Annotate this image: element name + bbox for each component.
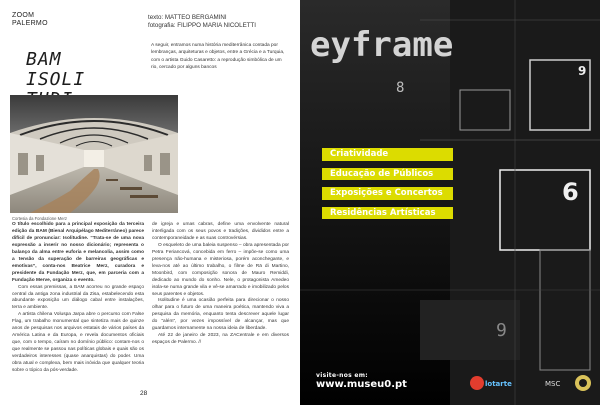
- logo-a-text: lotarte: [485, 380, 512, 388]
- program-list: [322, 148, 453, 226]
- logo-b-text: MSC: [545, 380, 561, 388]
- visit-url[interactable]: www.museu0.pt: [316, 379, 407, 390]
- section-label-line-1: ZOOM: [12, 12, 35, 19]
- paragraph: Até 22 de janeiro de 2023, na ZACentrale e em diversos espaços de Palermo. //: [152, 333, 289, 346]
- paragraph: de igreja e umas cabras, define uma envolvente natural interligada com os seus povos e tradições, divididos entre a contemporaneidade e as suas controvérsias.: [152, 222, 289, 241]
- body-column-1: [12, 222, 144, 375]
- program-item-exhibitions-concerts: Exposições e Concertos: [322, 187, 453, 200]
- logo-red-mark: [470, 376, 484, 390]
- paragraph: Isolitudine é uma ocasião perfeita para direcionar o nosso olhar para o futuro de uma maneira poética, mantendo viva a pesquisa da memória, enquanto tenta descrever aquele lugar do “além”, por vezes impossível de alcançar, mas que guardamos internamente na nossa ideia de liberdade.: [152, 298, 289, 332]
- exhibition-photo: [10, 95, 178, 213]
- section-label: [12, 12, 48, 28]
- body-column-2: [152, 222, 289, 347]
- paragraph: A artista chilena Voluspa Jarpa abre o percurso com False Flag, um trabalho monumental que sintetiza mais de quinze anos de pesquisas nos arquivos estatais de vários países da América Latina e da Europa, e revela documentos oficiais que, com o tempo, caíram no domínio público: contam-nos o que realmente se passou nas políticas globais e quais são os verdadeiros interesses (quase anarquistas) do poder. Uma obra atual e complexa, bem mais inóvida que qualquer teoria sobre o tópico da pós-verdade.: [12, 312, 144, 374]
- bg-glyph-9b: 9: [496, 320, 507, 341]
- article-credits: [148, 14, 256, 30]
- bg-keyframe-text: eyframe: [310, 25, 454, 65]
- section-label-line-2: PALERMO: [12, 20, 48, 27]
- visit-block: [316, 372, 407, 391]
- title-line-1: BAM: [26, 49, 62, 70]
- program-item-audience-education: Educação de Públicos: [322, 168, 453, 181]
- paragraph: Com essas premissas, a BAM acorreu no grande espaço central da antiga zona industrial da Zisa, estabelecendo esta abundante exposição um diálogo cabal entre instalações, terra e ambiente.: [12, 284, 144, 311]
- logo-circle-inner: [579, 379, 587, 387]
- photo-caption: Cortesia da Fondazione Merz: [12, 216, 67, 221]
- intro-paragraph: A seguir, entramos numa história mediterrânica contada por lembranças, arquiteturas e objetos, entre a Grécia e a Turquia, com o artista Guido Casaretto: a reprodução simbólica de um rio, cercado por alguns bancos: [151, 43, 285, 70]
- photo-author: fotografia: FILIPPO MARIA NICOLETTI: [148, 22, 256, 29]
- visit-label: visite-nos em:: [316, 372, 368, 379]
- page-number: 28: [140, 390, 148, 397]
- title-line-2: ISOLI: [26, 69, 86, 90]
- program-item-creativity: Criatividade: [322, 148, 453, 161]
- hall-illustration: [10, 95, 178, 213]
- text-author: texto: MATTEO BERGAMINI: [148, 14, 227, 21]
- bg-glyph-8: 8: [396, 80, 405, 96]
- paragraph: O título escolhido para a principal exposição da terceira edição da BAM (Bienal Arquipélago Mediterrâneo) parece difícil de pronunciar: Isolitudine. “Trata-se de uma nova expressão a inserir no nosso dicionário; representa o balanço da alma entre euforia e melancolia, assim como a tensão da superação de barreiras geográficas e emotivas”, conta-nos Beatrice Merz, curadora e presidente da Fundação Merz, que, em parceria com a Fundação Merve, organiza o evento.: [12, 222, 144, 283]
- sponsor-logos: [465, 372, 597, 394]
- bg-glyph-9: 9: [578, 64, 587, 78]
- paragraph: O esqueleto de uma baleia suspenso – obra apresentada por Petra Feriancová, concebida em ferro – impõe-se como uma presença não-humana e misteriosa, porém aconchegante, e leva-nos até ao último trabalho, o filme de Rä di Martino, Moonbird, com composição sonora de Mauro Remiddi, dedicado ao mundo do sonho. Nele, o protagonista Amedeo isola-se numa grande vila e vê-se amarrado e imobilizado pelos seus parentes e objetos.: [152, 242, 289, 297]
- program-item-artistic-residencies: Residências Artísticas: [322, 207, 453, 220]
- bg-glyph-6: 6: [562, 178, 579, 206]
